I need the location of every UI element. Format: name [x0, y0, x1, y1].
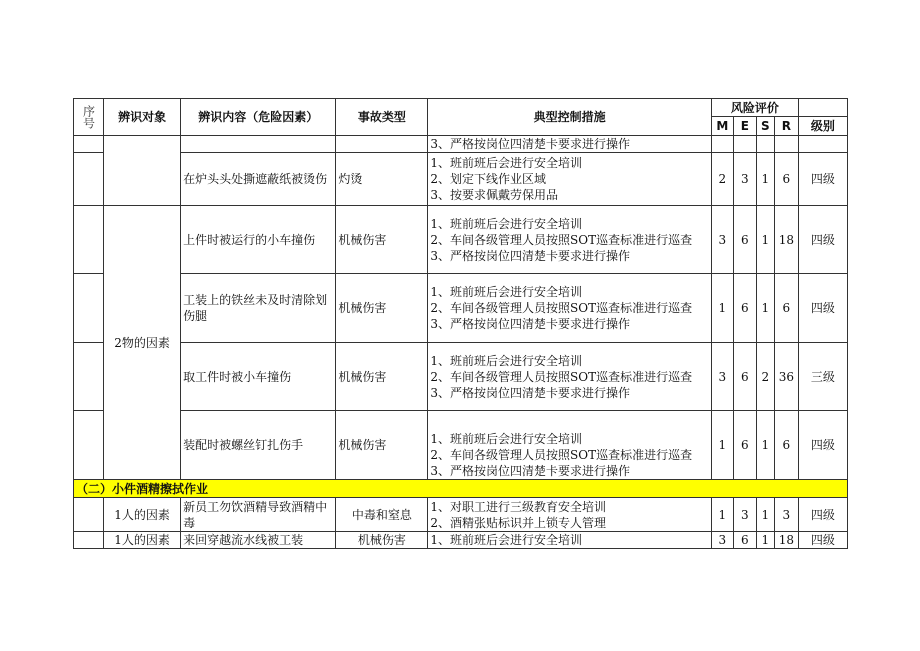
- s-cell: 1: [756, 411, 774, 480]
- measures-cell: [428, 206, 711, 274]
- header-level: 级别: [798, 117, 847, 136]
- accident-cell: [336, 136, 428, 153]
- r-cell: 6: [774, 274, 798, 343]
- measures-cell: [428, 153, 711, 206]
- e-cell: 6: [733, 411, 756, 480]
- measure-line: 3、严格按岗位四清楚卡要求进行操作: [430, 137, 631, 151]
- table-row: [74, 498, 848, 532]
- measure-line: 2、车间各级管理人员按照SOT巡查标准进行巡查: [430, 232, 693, 247]
- accident-cell: 灼烫: [336, 153, 428, 206]
- index-cell: [74, 153, 104, 206]
- e-cell: 6: [733, 532, 756, 549]
- content-cell: 新员工勿饮酒精导致酒精中毒: [181, 498, 336, 532]
- s-cell: 1: [756, 498, 774, 532]
- table-row: [74, 136, 848, 153]
- object-cell: 2物的因素: [104, 206, 181, 480]
- section-title: （二）小件酒精擦拭作业: [74, 480, 848, 498]
- r-cell: [774, 136, 798, 153]
- section-row: [74, 480, 848, 498]
- l-cell: [711, 136, 733, 153]
- measure-line: 3、严格按岗位四清楚卡要求进行操作: [430, 385, 631, 400]
- index-cell: [74, 532, 104, 549]
- measures-cell: [428, 274, 711, 343]
- e-cell: 6: [733, 206, 756, 274]
- level-cell: 四级: [798, 153, 847, 206]
- accident-cell: 机械伤害: [336, 343, 428, 411]
- level-cell: 四级: [798, 274, 847, 343]
- r-cell: 3: [774, 498, 798, 532]
- l-cell: 3: [711, 343, 733, 411]
- header-content: 辨识内容（危险因素）: [181, 99, 336, 136]
- measure-line: 3、严格按岗位四清楚卡要求进行操作: [430, 248, 631, 263]
- r-cell: 36: [774, 343, 798, 411]
- l-cell: 3: [711, 532, 733, 549]
- table-row: [74, 274, 848, 343]
- l-cell: 1: [711, 274, 733, 343]
- measures-cell: [428, 498, 711, 532]
- level-cell: [798, 136, 847, 153]
- content-cell: 取工件时被小车撞伤: [181, 343, 336, 411]
- header-accident-type: 事故类型: [336, 99, 428, 136]
- e-cell: 3: [733, 498, 756, 532]
- header-risk-evaluation: 风险评价: [711, 99, 798, 117]
- object-cell: [104, 136, 181, 206]
- measures-cell: [428, 411, 711, 480]
- accident-cell: 机械伤害: [336, 411, 428, 480]
- measure-line: 1、班前班后会进行安全培训: [430, 533, 583, 547]
- header-row: [74, 99, 848, 117]
- content-cell: 在炉头头处撕遮蔽纸被烫伤: [181, 153, 336, 206]
- r-cell: 18: [774, 532, 798, 549]
- table-row: [74, 206, 848, 274]
- measure-line: 3、严格按岗位四清楚卡要求进行操作: [430, 464, 631, 478]
- header-index: 序号: [74, 99, 104, 136]
- risk-assessment-table: [73, 98, 848, 549]
- s-cell: 2: [756, 343, 774, 411]
- s-cell: 1: [756, 532, 774, 549]
- object-cell: 1人的因素: [104, 532, 181, 549]
- measure-line: 2、酒精张贴标识并上锁专人管理: [430, 515, 607, 530]
- table-row: [74, 532, 848, 549]
- measure-line: 1、班前班后会进行安全培训: [430, 432, 583, 446]
- measure-line: 1、对职工进行三级教育安全培训: [430, 499, 607, 514]
- measure-line: 2、划定下线作业区域: [430, 172, 547, 186]
- s-cell: 1: [756, 274, 774, 343]
- accident-cell: 中毒和窒息: [336, 498, 428, 532]
- content-cell: 工装上的铁丝未及时清除划伤腿: [181, 274, 336, 343]
- r-cell: 6: [774, 411, 798, 480]
- measure-line: 1、班前班后会进行安全培训: [430, 353, 583, 368]
- table-row: [74, 343, 848, 411]
- measure-line: 1、班前班后会进行安全培训: [430, 156, 583, 170]
- level-cell: 四级: [798, 411, 847, 480]
- header-level-spacer: [798, 99, 847, 117]
- header-object: 辨识对象: [104, 99, 181, 136]
- index-cell: [74, 343, 104, 411]
- r-cell: 18: [774, 206, 798, 274]
- l-cell: 1: [711, 411, 733, 480]
- s-cell: 1: [756, 153, 774, 206]
- table-row: [74, 411, 848, 480]
- content-cell: 上件时被运行的小车撞伤: [181, 206, 336, 274]
- e-cell: [733, 136, 756, 153]
- level-cell: 四级: [798, 532, 847, 549]
- table-row: [74, 153, 848, 206]
- l-cell: 1: [711, 498, 733, 532]
- e-cell: 6: [733, 274, 756, 343]
- e-cell: 6: [733, 343, 756, 411]
- level-cell: 四级: [798, 498, 847, 532]
- measure-line: 1、班前班后会进行安全培训: [430, 285, 583, 299]
- header-S: S: [756, 117, 774, 136]
- header-R: R: [774, 117, 798, 136]
- measure-line: 2、车间各级管理人员按照SOT巡查标准进行巡查: [430, 448, 693, 462]
- index-cell: [74, 274, 104, 343]
- s-cell: 1: [756, 206, 774, 274]
- content-cell: 来回穿越流水线被工装: [181, 532, 336, 549]
- measure-line: 1、班前班后会进行安全培训: [430, 216, 583, 231]
- measures-cell: [428, 532, 711, 549]
- accident-cell: 机械伤害: [336, 206, 428, 274]
- header-E: E: [733, 117, 756, 136]
- accident-cell: 机械伤害: [336, 274, 428, 343]
- r-cell: 6: [774, 153, 798, 206]
- content-cell: [181, 136, 336, 153]
- measure-line: 2、车间各级管理人员按照SOT巡查标准进行巡查: [430, 301, 693, 315]
- measure-line: 2、车间各级管理人员按照SOT巡查标准进行巡查: [430, 369, 693, 384]
- measures-cell: [428, 136, 711, 153]
- index-cell: [74, 206, 104, 274]
- index-cell: [74, 411, 104, 480]
- index-cell: [74, 136, 104, 153]
- content-cell: 装配时被螺丝钉扎伤手: [181, 411, 336, 480]
- index-cell: [74, 498, 104, 532]
- level-cell: 四级: [798, 206, 847, 274]
- object-cell: 1人的因素: [104, 498, 181, 532]
- s-cell: [756, 136, 774, 153]
- measure-line: 3、按要求佩戴劳保用品: [430, 188, 559, 202]
- measures-cell: [428, 343, 711, 411]
- header-L: M: [711, 117, 733, 136]
- accident-cell: 机械伤害: [336, 532, 428, 549]
- measure-line: 3、严格按岗位四清楚卡要求进行操作: [430, 317, 631, 331]
- l-cell: 2: [711, 153, 733, 206]
- level-cell: 三级: [798, 343, 847, 411]
- l-cell: 3: [711, 206, 733, 274]
- e-cell: 3: [733, 153, 756, 206]
- header-control-measures: 典型控制措施: [428, 99, 711, 136]
